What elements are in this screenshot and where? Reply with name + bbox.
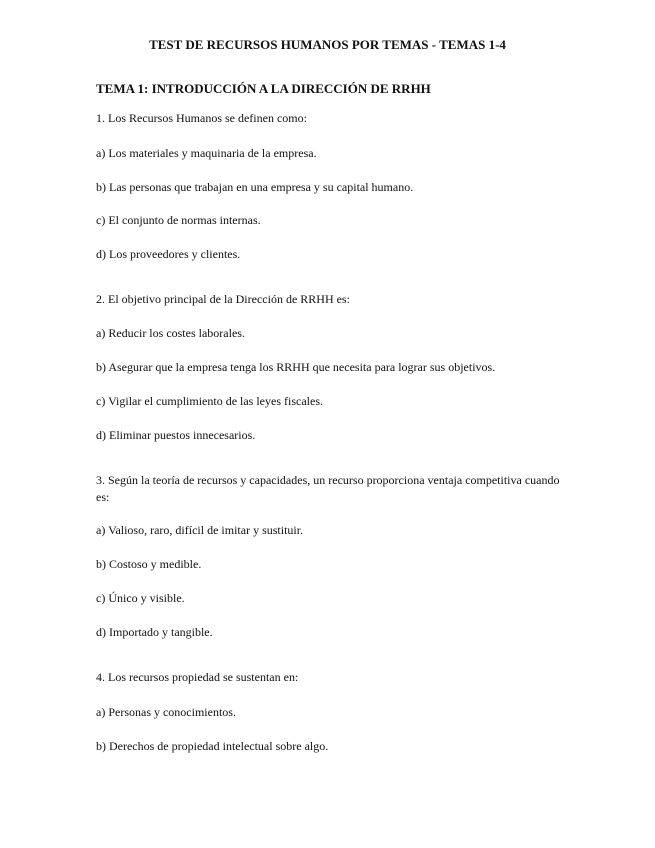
question-3-option-c: c) Único y visible.: [96, 591, 185, 605]
question-3-text: 3. Según la teoría de recursos y capacidades, un recurso proporciona ventaja competitiva cuando es:: [96, 473, 560, 504]
question-2-option-c: c) Vigilar el cumplimiento de las leyes fiscales.: [96, 394, 323, 408]
question-4-option-b: b) Derechos de propiedad intelectual sobre algo.: [96, 739, 329, 753]
question-3-option-a: a) Valioso, raro, difícil de imitar y sustituir.: [96, 523, 304, 537]
question-2-text: 2. El objetivo principal de la Dirección de RRHH es:: [96, 292, 350, 306]
question-4-text: 4. Los recursos propiedad se sustentan en:: [96, 670, 299, 684]
question-1-option-b: b) Las personas que trabajan en una empresa y su capital humano.: [96, 180, 414, 194]
question-1-option-c: c) El conjunto de normas internas.: [96, 213, 261, 227]
question-1-text: 1. Los Recursos Humanos se definen como:: [96, 111, 307, 125]
question-2-option-d: d) Eliminar puestos innecesarios.: [96, 428, 256, 442]
section-heading: TEMA 1: INTRODUCCIÓN A LA DIRECCIÓN DE RRHH: [96, 81, 431, 96]
page-title: TEST DE RECURSOS HUMANOS POR TEMAS - TEMAS 1-4: [149, 37, 506, 52]
question-4-option-a: a) Personas y conocimientos.: [96, 705, 236, 719]
question-2-option-b: b) Asegurar que la empresa tenga los RRHH que necesita para lograr sus objetivos.: [96, 360, 496, 374]
question-1-option-d: d) Los proveedores y clientes.: [96, 247, 241, 261]
question-3-option-d: d) Importado y tangible.: [96, 625, 213, 639]
question-1-option-a: a) Los materiales y maquinaria de la empresa.: [96, 146, 317, 160]
question-2-option-a: a) Reducir los costes laborales.: [96, 326, 245, 340]
question-3-option-b: b) Costoso y medible.: [96, 557, 202, 571]
